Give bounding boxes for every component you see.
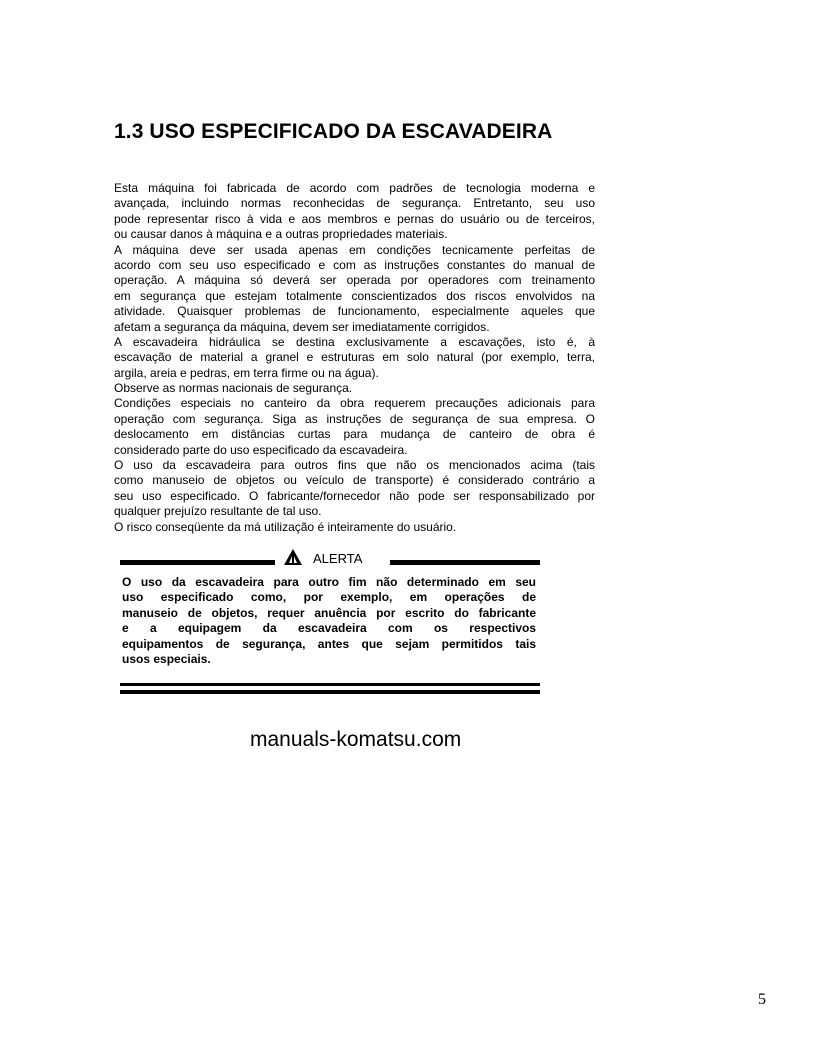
alert-text — [122, 575, 536, 667]
warning-triangle-icon — [283, 548, 303, 569]
paragraph-line: O risco conseqüente da má utilização é inteiramente do usuário. — [114, 519, 457, 534]
paragraph-line: afetam a segurança da máquina, devem ser imediatamente corrigidos. — [114, 319, 490, 334]
watermark: manuals-komatsu.com — [250, 728, 462, 751]
alert-line: manuseio de objetos, requer anuência por escrito do fabricante — [122, 605, 536, 620]
paragraph-line: avançada, incluindo normas reconhecidas de segurança. Entretanto, seu uso — [114, 196, 595, 211]
paragraph-line: A máquina deve ser usada apenas em condições tecnicamente perfeitas de — [114, 242, 595, 257]
alert-line: usos especiais. — [122, 651, 211, 666]
paragraph-line: considerado parte do uso especificado da escavadeira. — [114, 442, 408, 457]
alert-line: O uso da escavadeira para outro fim não determinado em seu — [122, 575, 536, 589]
paragraph-line: deslocamento em distâncias curtas para mudança de canteiro de obra é — [114, 427, 595, 442]
paragraph-line: seu uso especificado. O fabricante/fornecedor não pode ser responsabilizado por — [114, 488, 595, 503]
paragraph-line: ou causar danos à máquina e a outras propriedades materiais. — [114, 227, 448, 242]
section-heading: 1.3 USO ESPECIFICADO DA ESCAVADEIRA — [114, 120, 553, 143]
paragraph-line: acordo com seu uso especificado e com as instruções constantes do manual de — [114, 257, 595, 272]
paragraph-line: Condições especiais no canteiro da obra requerem precauções adicionais para — [114, 396, 595, 411]
paragraph-line: pode representar risco à vida e aos membros e pernas do usuário ou de terceiros, — [114, 211, 595, 226]
alert-line: equipamentos de segurança, antes que sejam permitidos tais — [122, 636, 536, 651]
alert-label: ALERTA — [313, 551, 363, 566]
paragraph-line: Observe as normas nacionais de segurança. — [114, 381, 353, 396]
paragraph-line: qualquer prejuízo resultante de tal uso. — [114, 504, 322, 519]
paragraph-line: em segurança que estejam totalmente conscientizados dos riscos envolvidos na — [114, 288, 595, 303]
alert-top-bar-left — [120, 560, 275, 565]
body-text — [114, 181, 595, 535]
alert-header — [283, 548, 362, 569]
paragraph-line: operação com segurança. Siga as instruções de segurança de sua empresa. O — [114, 411, 595, 426]
paragraph-line: como manuseio de objetos ou veículo de transporte) é considerado contrário a — [114, 473, 595, 488]
alert-line: uso especificado como, por exemplo, em operações de — [122, 590, 536, 605]
alert-top-bar-right — [390, 560, 540, 565]
paragraph-line: Esta máquina foi fabricada de acordo com padrões de tecnologia moderna e — [114, 181, 595, 195]
alert-bottom-rule-1 — [120, 683, 540, 686]
page-number: 5 — [758, 991, 766, 1008]
paragraph-line: O uso da escavadeira para outros fins que não os mencionados acima (tais — [114, 458, 595, 473]
paragraph-line: atividade. Quaisquer problemas de funcionamento, especialmente aqueles que — [114, 304, 595, 319]
paragraph-line: argila, areia e pedras, em terra firme ou na água). — [114, 365, 379, 380]
paragraph-line: escavação de material a granel e estruturas em solo natural (por exemplo, terra, — [114, 350, 595, 365]
paragraph-line: operação. A máquina só deverá ser operada por operadores com treinamento — [114, 273, 595, 288]
paragraph-line: A escavadeira hidráulica se destina exclusivamente a escavações, isto é, à — [114, 334, 595, 349]
alert-line: e a equipagem da escavadeira com os respectivos — [122, 621, 536, 636]
alert-bottom-rule-2 — [120, 690, 540, 694]
